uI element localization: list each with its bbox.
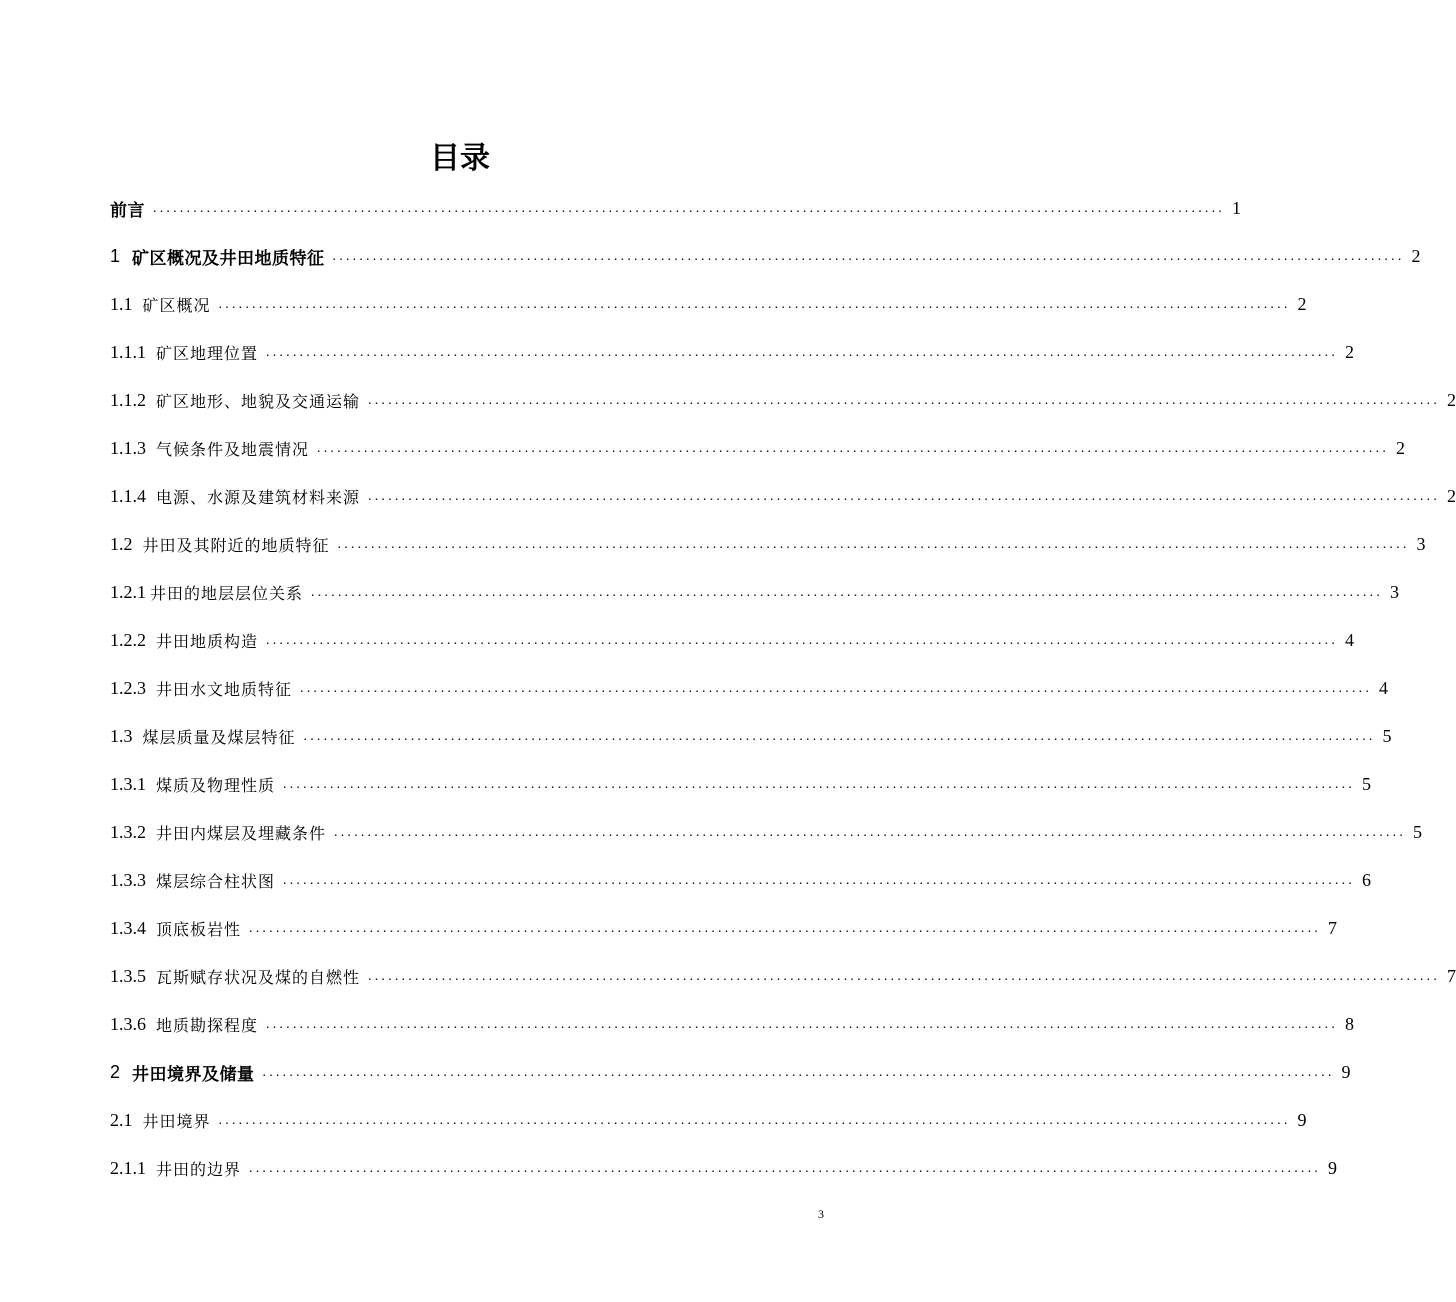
toc-entry-title: 煤层综合柱状图 <box>156 871 276 891</box>
toc-entry-page: 7 <box>1447 965 1456 986</box>
toc-label <box>110 1060 255 1085</box>
toc-label <box>110 725 296 748</box>
toc-entry[interactable] <box>110 760 1372 808</box>
toc-entry[interactable] <box>110 664 1389 712</box>
toc-entry-page: 7 <box>1328 917 1338 938</box>
toc-entry[interactable] <box>110 328 1355 376</box>
toc-entry-number: 1.3.4 <box>110 917 146 938</box>
toc-label <box>110 437 309 460</box>
toc-entry-page: 9 <box>1341 1061 1351 1082</box>
toc-entry-title: 瓦斯赋存状况及煤的自燃性 <box>156 967 361 987</box>
toc-leader-dots: ................................................................................................................................................................ <box>266 1017 1339 1032</box>
toc-leader-dots: ................................................................................................................................................................ <box>311 585 1384 600</box>
toc-leader-dots: ................................................................................................................................................................ <box>249 921 1322 936</box>
toc-entry-page: 3 <box>1390 581 1400 602</box>
toc-label <box>110 533 330 556</box>
toc-entry[interactable] <box>110 280 1307 328</box>
toc-leader-dots: ................................................................................................................................................................ <box>334 825 1407 840</box>
toc-entry-page: 4 <box>1345 629 1355 650</box>
toc-entry-number: 1.1.1 <box>110 341 146 362</box>
toc-entry-title: 顶底板岩性 <box>156 919 242 939</box>
toc-entry-title: 气候条件及地震情况 <box>156 439 310 459</box>
toc-entry-title: 矿区概况及井田地质特征 <box>132 248 325 269</box>
toc-entry-number: 1.1.2 <box>110 389 146 410</box>
toc-label <box>110 293 211 316</box>
toc-label <box>110 581 303 604</box>
toc-entry-number: 1.3.3 <box>110 869 146 890</box>
toc-entry-page: 1 <box>1232 197 1241 218</box>
toc-entry-page: 4 <box>1379 677 1389 698</box>
toc-entry[interactable] <box>110 424 1406 472</box>
toc-entry-page: 5 <box>1413 821 1423 842</box>
page-number: 3 <box>818 1207 824 1221</box>
toc-label <box>110 917 241 940</box>
toc-label <box>110 677 292 700</box>
toc-entry-page: 9 <box>1328 1157 1338 1178</box>
toc-entry-page: 3 <box>1416 533 1426 554</box>
toc-entry[interactable] <box>110 904 1338 952</box>
toc-entry-page: 8 <box>1345 1013 1355 1034</box>
toc-label <box>110 1157 241 1180</box>
toc-entry-title: 井田境界 <box>142 1111 211 1131</box>
toc-label <box>110 965 360 988</box>
toc-entry-number: 2 <box>110 1061 121 1082</box>
toc-entry[interactable] <box>110 1048 1351 1096</box>
toc-entry-number: 1.3 <box>110 725 133 746</box>
toc-entry[interactable] <box>110 616 1355 664</box>
toc-leader-dots: ................................................................................................................................................................ <box>368 489 1441 504</box>
toc-entry-title: 矿区概况 <box>142 295 211 315</box>
page-title: 目录 <box>430 141 490 176</box>
toc-label <box>110 1109 211 1132</box>
toc-entry-title: 井田的边界 <box>156 1159 242 1179</box>
toc-leader-dots: ................................................................................................................................................................ <box>266 633 1339 648</box>
toc-entry[interactable] <box>110 1096 1307 1144</box>
toc-label <box>110 341 258 364</box>
toc-entry-title: 井田内煤层及埋藏条件 <box>156 823 327 843</box>
toc-leader-dots: ................................................................................................................................................................ <box>262 1065 1335 1080</box>
toc-entry-number: 2.1.1 <box>110 1157 146 1178</box>
toc-label <box>110 389 360 412</box>
toc-entry-number: 1.2.1 <box>110 581 146 602</box>
toc-entry-number: 1.1.3 <box>110 437 146 458</box>
toc-label <box>110 773 275 796</box>
toc-entry-page: 5 <box>1382 725 1392 746</box>
toc-entry-title: 井田水文地质特征 <box>156 679 293 699</box>
toc-entry-number: 1.3.2 <box>110 821 146 842</box>
toc-entry-number: 1.1 <box>110 293 133 314</box>
toc-entry-page: 2 <box>1447 485 1456 506</box>
toc-entry[interactable] <box>110 568 1400 616</box>
toc-label <box>110 821 326 844</box>
toc-entry-page: 2 <box>1396 437 1406 458</box>
toc-entry-page: 6 <box>1362 869 1372 890</box>
toc-entry[interactable] <box>110 952 1456 1000</box>
toc-label <box>110 485 360 508</box>
toc-entry[interactable] <box>110 1000 1355 1048</box>
toc-entry-title: 矿区地理位置 <box>156 343 259 363</box>
toc-entry[interactable] <box>110 232 1421 280</box>
toc-entry-number: 1.2.3 <box>110 677 146 698</box>
toc-entry[interactable] <box>110 520 1426 568</box>
table-of-contents <box>110 184 1456 1192</box>
toc-entry-number: 1.3.6 <box>110 1013 146 1034</box>
toc-entry-page: 2 <box>1447 389 1456 410</box>
toc-entry[interactable] <box>110 472 1456 520</box>
toc-entry-number: 2.1 <box>110 1109 133 1130</box>
toc-leader-dots: ................................................................................................................................................................ <box>332 249 1405 264</box>
toc-entry-number: 1.2.2 <box>110 629 146 650</box>
toc-leader-dots: ................................................................................................................................................................ <box>303 729 1376 744</box>
toc-label <box>110 629 258 652</box>
toc-entry-title: 煤层质量及煤层特征 <box>142 727 296 747</box>
toc-label <box>110 196 145 221</box>
toc-entry[interactable] <box>110 376 1456 424</box>
toc-entry-title: 井田的地层层位关系 <box>150 583 304 603</box>
toc-entry-page: 9 <box>1297 1109 1307 1130</box>
toc-leader-dots: ................................................................................................................................................................ <box>218 297 1291 312</box>
toc-leader-dots: ................................................................................................................................................................ <box>300 681 1373 696</box>
toc-entry-page: 2 <box>1411 245 1421 266</box>
toc-entry-page: 2 <box>1297 293 1307 314</box>
toc-label <box>110 1013 258 1036</box>
toc-leader-dots: ................................................................................................................................................................ <box>283 873 1356 888</box>
toc-leader-dots: ................................................................................................................................................................ <box>266 345 1339 360</box>
toc-entry-title: 电源、水源及建筑材料来源 <box>156 487 361 507</box>
toc-leader-dots: ................................................................................................................................................................ <box>368 393 1441 408</box>
toc-entry-title: 矿区地形、地貌及交通运输 <box>156 391 361 411</box>
toc-entry-number: 1.1.4 <box>110 485 146 506</box>
toc-entry-page: 5 <box>1362 773 1372 794</box>
toc-entry-number: 1.2 <box>110 533 133 554</box>
toc-entry[interactable] <box>110 1144 1338 1192</box>
toc-leader-dots: ................................................................................................................................................................ <box>249 1161 1322 1176</box>
toc-entry-title: 井田境界及储量 <box>132 1064 255 1085</box>
toc-entry[interactable] <box>110 184 1241 232</box>
toc-label <box>110 244 325 269</box>
toc-leader-dots: ................................................................................................................................................................ <box>368 969 1441 984</box>
toc-entry-title: 井田地质构造 <box>156 631 259 651</box>
toc-entry-title: 地质勘探程度 <box>156 1015 259 1035</box>
toc-entry-page: 2 <box>1345 341 1355 362</box>
toc-label <box>110 869 275 892</box>
toc-entry-title: 前言 <box>110 200 145 221</box>
toc-leader-dots: ................................................................................................................................................................ <box>337 537 1410 552</box>
toc-leader-dots: ................................................................................................................................................................ <box>317 441 1390 456</box>
toc-entry[interactable] <box>110 856 1372 904</box>
toc-leader-dots: ................................................................................................................................................................ <box>218 1113 1291 1128</box>
toc-entry-number: 1.3.1 <box>110 773 146 794</box>
toc-entry-title: 井田及其附近的地质特征 <box>142 535 330 555</box>
toc-entry-number: 1.3.5 <box>110 965 146 986</box>
toc-entry[interactable] <box>110 808 1423 856</box>
toc-entry-title: 煤质及物理性质 <box>156 775 276 795</box>
toc-entry[interactable] <box>110 712 1392 760</box>
toc-leader-dots: ................................................................................................................................................................ <box>283 777 1356 792</box>
toc-entry-number: 1 <box>110 245 121 266</box>
toc-leader-dots: ................................................................................................................................................................ <box>153 201 1225 216</box>
